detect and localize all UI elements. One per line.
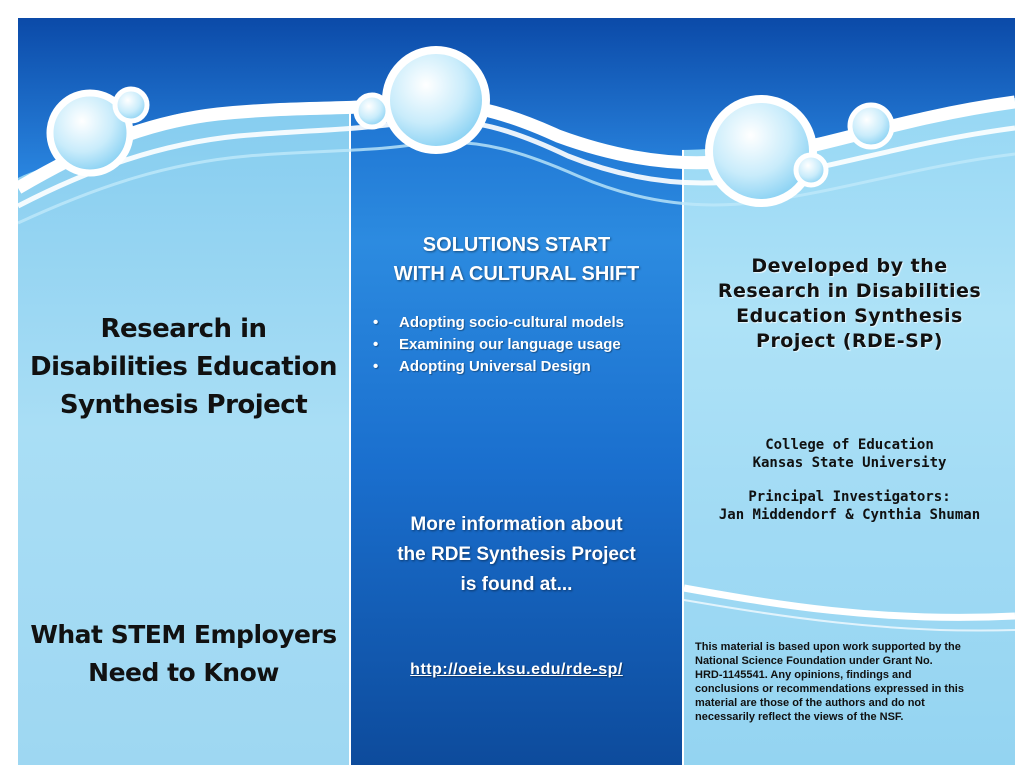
developer-heading xyxy=(684,254,1015,354)
more-info-text xyxy=(351,510,682,600)
info-line: the RDE Synthesis Project xyxy=(397,544,636,565)
brochure xyxy=(18,18,1015,765)
info-line: More information about xyxy=(410,514,623,535)
solutions-list xyxy=(373,312,624,378)
project-url-link[interactable]: http://oeie.ksu.edu/rde-sp/ xyxy=(410,661,623,678)
brochure-title xyxy=(18,310,349,424)
list-item: • Adopting Universal Design xyxy=(373,356,624,378)
middle-content xyxy=(351,18,682,765)
investigators-line: Jan Middendorf & Cynthia Shuman xyxy=(718,507,981,523)
heading-line: Education Synthesis xyxy=(736,305,963,327)
info-line: is found at... xyxy=(460,574,573,595)
title-line: Research in xyxy=(100,314,267,344)
heading-line: Research in Disabilities xyxy=(717,280,982,302)
investigators-line: Principal Investigators: xyxy=(748,489,951,505)
heading-line: Project (RDE-SP) xyxy=(756,330,943,352)
disclaimer-line: material are those of the authors and do not xyxy=(695,697,925,709)
heading-line: Developed by the xyxy=(751,255,948,277)
investigators-info xyxy=(684,488,1015,524)
list-item: • Adopting socio-cultural models xyxy=(373,312,624,334)
solutions-heading xyxy=(351,231,682,289)
disclaimer-line: This material is based upon work supported by the xyxy=(695,641,961,653)
nsf-disclaimer xyxy=(695,640,1011,724)
disclaimer-line: necessarily reflect the views of the NSF. xyxy=(695,711,904,723)
college-line: College of Education xyxy=(765,437,934,453)
heading-line: WITH A CULTURAL SHIFT xyxy=(393,263,640,285)
subtitle-line: What STEM Employers xyxy=(30,620,337,649)
disclaimer-line: HRD-1145541. Any opinions, findings and xyxy=(695,669,912,681)
college-line: Kansas State University xyxy=(752,455,947,471)
subtitle-line: Need to Know xyxy=(88,658,279,687)
heading-line: SOLUTIONS START xyxy=(422,234,611,256)
brochure-subtitle xyxy=(18,616,349,692)
title-line: Disabilities Education xyxy=(30,352,337,382)
disclaimer-line: National Science Foundation under Grant No. xyxy=(695,655,933,667)
college-info xyxy=(684,436,1015,472)
disclaimer-line: conclusions or recommendations expressed in this xyxy=(695,683,964,695)
list-item: • Examining our language usage xyxy=(373,334,624,356)
title-line: Synthesis Project xyxy=(59,390,308,420)
